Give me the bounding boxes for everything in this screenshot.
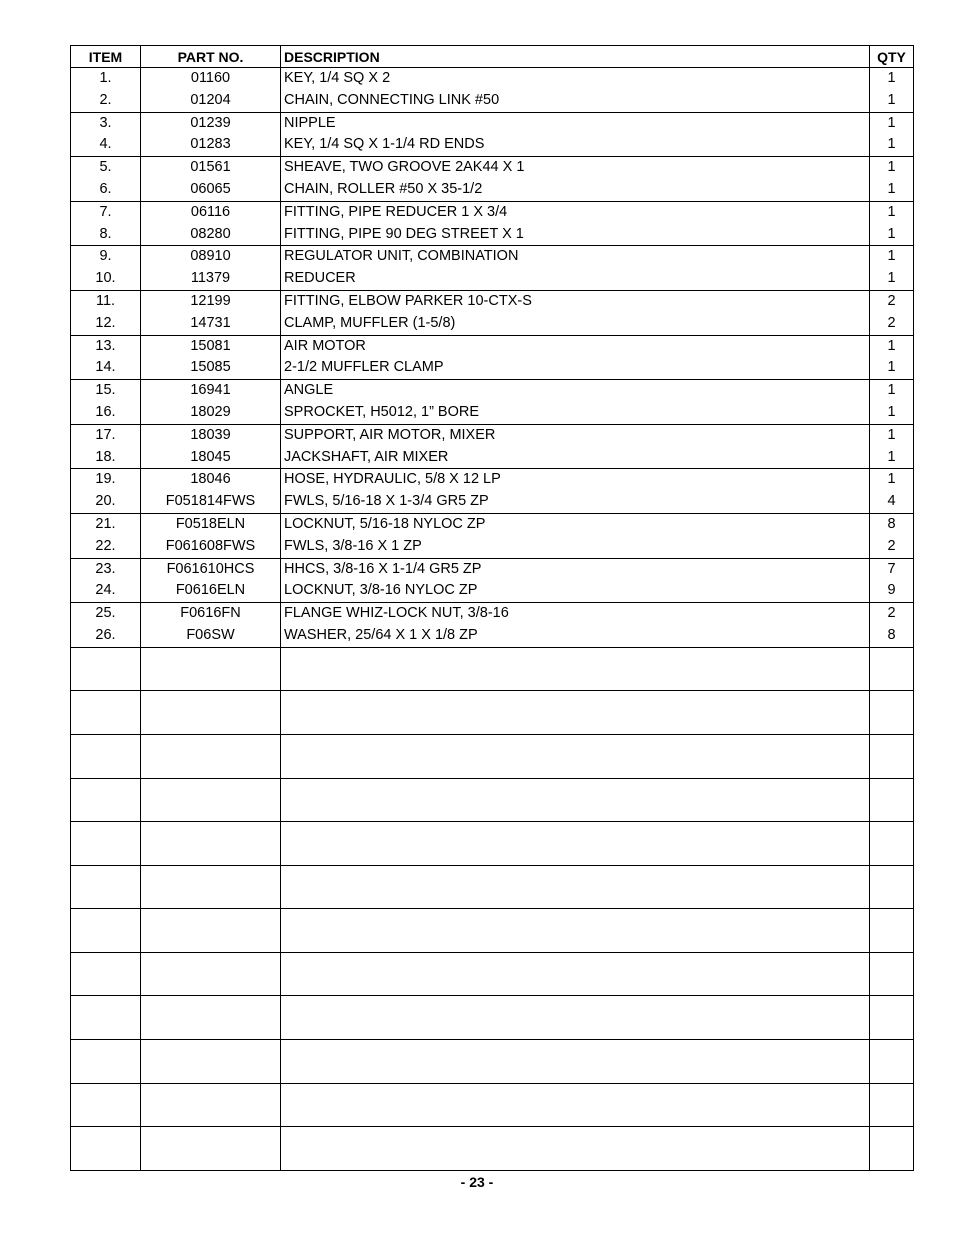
description-cell: FITTING, ELBOW PARKER 10-CTX-S — [281, 290, 870, 312]
empty-table-row — [71, 778, 914, 822]
description-cell — [281, 1083, 870, 1127]
table-body — [71, 68, 914, 1171]
part-no-cell — [141, 996, 281, 1040]
item-cell: 8. — [71, 224, 141, 246]
qty-cell: 8 — [870, 625, 914, 647]
qty-cell: 4 — [870, 491, 914, 513]
part-no-cell: 08280 — [141, 224, 281, 246]
item-cell — [71, 909, 141, 953]
description-cell: CHAIN, CONNECTING LINK #50 — [281, 90, 870, 112]
qty-cell: 1 — [870, 335, 914, 357]
table-row — [71, 290, 914, 312]
table-row — [71, 380, 914, 402]
part-no-cell: F051814FWS — [141, 491, 281, 513]
description-cell — [281, 691, 870, 735]
page-number: - 23 - — [460, 1174, 494, 1190]
table-row — [71, 201, 914, 223]
table-row — [71, 112, 914, 134]
part-no-cell — [141, 734, 281, 778]
empty-table-row — [71, 909, 914, 953]
qty-cell — [870, 996, 914, 1040]
item-cell — [71, 691, 141, 735]
description-cell — [281, 778, 870, 822]
header-item: ITEM — [71, 46, 141, 68]
qty-cell — [870, 778, 914, 822]
qty-cell: 1 — [870, 447, 914, 469]
empty-table-row — [71, 734, 914, 778]
part-no-cell — [141, 1083, 281, 1127]
qty-cell: 1 — [870, 112, 914, 134]
qty-cell — [870, 952, 914, 996]
item-cell: 20. — [71, 491, 141, 513]
qty-cell: 2 — [870, 536, 914, 558]
part-no-cell: 08910 — [141, 246, 281, 268]
empty-table-row — [71, 952, 914, 996]
table-row — [71, 357, 914, 379]
description-cell: FITTING, PIPE REDUCER 1 X 3/4 — [281, 201, 870, 223]
table-row — [71, 580, 914, 602]
table-row — [71, 469, 914, 491]
qty-cell: 1 — [870, 357, 914, 379]
header-description: DESCRIPTION — [281, 46, 870, 68]
item-cell — [71, 952, 141, 996]
description-cell: KEY, 1/4 SQ X 2 — [281, 68, 870, 90]
qty-cell: 1 — [870, 68, 914, 90]
part-no-cell — [141, 1127, 281, 1171]
description-cell: AIR MOTOR — [281, 335, 870, 357]
description-cell — [281, 996, 870, 1040]
qty-cell: 7 — [870, 558, 914, 580]
description-cell — [281, 1127, 870, 1171]
empty-table-row — [71, 996, 914, 1040]
part-no-cell: 06065 — [141, 179, 281, 201]
part-no-cell — [141, 822, 281, 866]
item-cell: 6. — [71, 179, 141, 201]
part-no-cell — [141, 1040, 281, 1084]
description-cell: SPROCKET, H5012, 1” BORE — [281, 402, 870, 424]
description-cell — [281, 909, 870, 953]
description-cell: NIPPLE — [281, 112, 870, 134]
table-row — [71, 134, 914, 156]
qty-cell — [870, 909, 914, 953]
part-no-cell: 15085 — [141, 357, 281, 379]
part-no-cell: 18046 — [141, 469, 281, 491]
qty-cell: 1 — [870, 402, 914, 424]
qty-cell — [870, 1040, 914, 1084]
qty-cell — [870, 1083, 914, 1127]
parts-table — [70, 45, 914, 1171]
description-cell: FITTING, PIPE 90 DEG STREET X 1 — [281, 224, 870, 246]
part-no-cell: 14731 — [141, 313, 281, 335]
table-row — [71, 224, 914, 246]
item-cell: 7. — [71, 201, 141, 223]
description-cell: LOCKNUT, 3/8-16 NYLOC ZP — [281, 580, 870, 602]
part-no-cell: F061610HCS — [141, 558, 281, 580]
part-no-cell — [141, 647, 281, 691]
qty-cell — [870, 734, 914, 778]
part-no-cell: 01160 — [141, 68, 281, 90]
description-cell — [281, 734, 870, 778]
table-row — [71, 603, 914, 625]
item-cell: 24. — [71, 580, 141, 602]
item-cell: 5. — [71, 157, 141, 179]
description-cell: WASHER, 25/64 X 1 X 1/8 ZP — [281, 625, 870, 647]
qty-cell: 1 — [870, 268, 914, 290]
header-qty: QTY — [870, 46, 914, 68]
qty-cell: 1 — [870, 157, 914, 179]
description-cell: SHEAVE, TWO GROOVE 2AK44 X 1 — [281, 157, 870, 179]
table-row — [71, 402, 914, 424]
qty-cell: 1 — [870, 134, 914, 156]
qty-cell: 2 — [870, 603, 914, 625]
item-cell: 10. — [71, 268, 141, 290]
qty-cell: 1 — [870, 246, 914, 268]
description-cell — [281, 822, 870, 866]
qty-cell: 1 — [870, 179, 914, 201]
qty-cell — [870, 691, 914, 735]
description-cell: LOCKNUT, 5/16-18 NYLOC ZP — [281, 513, 870, 535]
item-cell: 4. — [71, 134, 141, 156]
qty-cell: 2 — [870, 290, 914, 312]
description-cell — [281, 1040, 870, 1084]
part-no-cell: 18039 — [141, 424, 281, 446]
description-cell: 2-1/2 MUFFLER CLAMP — [281, 357, 870, 379]
item-cell: 3. — [71, 112, 141, 134]
item-cell: 15. — [71, 380, 141, 402]
item-cell — [71, 647, 141, 691]
qty-cell: 1 — [870, 380, 914, 402]
item-cell: 11. — [71, 290, 141, 312]
item-cell — [71, 822, 141, 866]
item-cell: 2. — [71, 90, 141, 112]
header-part-no: PART NO. — [141, 46, 281, 68]
part-no-cell: F0616ELN — [141, 580, 281, 602]
qty-cell — [870, 865, 914, 909]
item-cell — [71, 996, 141, 1040]
qty-cell — [870, 822, 914, 866]
item-cell — [71, 865, 141, 909]
item-cell: 26. — [71, 625, 141, 647]
description-cell: CHAIN, ROLLER #50 X 35-1/2 — [281, 179, 870, 201]
part-no-cell: 15081 — [141, 335, 281, 357]
item-cell: 21. — [71, 513, 141, 535]
description-cell — [281, 647, 870, 691]
part-no-cell — [141, 952, 281, 996]
qty-cell: 1 — [870, 201, 914, 223]
table-row — [71, 513, 914, 535]
item-cell: 23. — [71, 558, 141, 580]
description-cell: ANGLE — [281, 380, 870, 402]
item-cell: 16. — [71, 402, 141, 424]
qty-cell: 1 — [870, 224, 914, 246]
description-cell: KEY, 1/4 SQ X 1-1/4 RD ENDS — [281, 134, 870, 156]
table-row — [71, 424, 914, 446]
description-cell: FWLS, 3/8-16 X 1 ZP — [281, 536, 870, 558]
part-no-cell: 16941 — [141, 380, 281, 402]
part-no-cell: 18045 — [141, 447, 281, 469]
qty-cell — [870, 647, 914, 691]
item-cell — [71, 1083, 141, 1127]
table-row — [71, 313, 914, 335]
table-row — [71, 179, 914, 201]
part-no-cell: 01283 — [141, 134, 281, 156]
part-no-cell: 18029 — [141, 402, 281, 424]
qty-cell: 2 — [870, 313, 914, 335]
empty-table-row — [71, 647, 914, 691]
part-no-cell — [141, 865, 281, 909]
item-cell — [71, 1040, 141, 1084]
description-cell: FLANGE WHIZ-LOCK NUT, 3/8-16 — [281, 603, 870, 625]
item-cell: 9. — [71, 246, 141, 268]
part-no-cell: 12199 — [141, 290, 281, 312]
empty-table-row — [71, 822, 914, 866]
item-cell — [71, 734, 141, 778]
empty-table-row — [71, 1083, 914, 1127]
table-header — [71, 46, 914, 68]
qty-cell: 1 — [870, 90, 914, 112]
table-row — [71, 90, 914, 112]
description-cell: HOSE, HYDRAULIC, 5/8 X 12 LP — [281, 469, 870, 491]
table-row — [71, 625, 914, 647]
part-no-cell: 01239 — [141, 112, 281, 134]
qty-cell: 8 — [870, 513, 914, 535]
description-cell: CLAMP, MUFFLER (1-5/8) — [281, 313, 870, 335]
item-cell: 18. — [71, 447, 141, 469]
part-no-cell — [141, 909, 281, 953]
qty-cell: 9 — [870, 580, 914, 602]
part-no-cell — [141, 691, 281, 735]
table-row — [71, 536, 914, 558]
part-no-cell: 01204 — [141, 90, 281, 112]
item-cell: 13. — [71, 335, 141, 357]
table-row — [71, 558, 914, 580]
part-no-cell: F061608FWS — [141, 536, 281, 558]
table-row — [71, 491, 914, 513]
table-row — [71, 68, 914, 90]
item-cell: 14. — [71, 357, 141, 379]
qty-cell: 1 — [870, 424, 914, 446]
item-cell: 25. — [71, 603, 141, 625]
part-no-cell: F06SW — [141, 625, 281, 647]
table-row — [71, 447, 914, 469]
empty-table-row — [71, 691, 914, 735]
item-cell: 17. — [71, 424, 141, 446]
empty-table-row — [71, 1040, 914, 1084]
description-cell: REDUCER — [281, 268, 870, 290]
description-cell: HHCS, 3/8-16 X 1-1/4 GR5 ZP — [281, 558, 870, 580]
table-row — [71, 335, 914, 357]
part-no-cell — [141, 778, 281, 822]
part-no-cell: F0616FN — [141, 603, 281, 625]
table-row — [71, 157, 914, 179]
item-cell — [71, 1127, 141, 1171]
item-cell: 19. — [71, 469, 141, 491]
part-no-cell: 06116 — [141, 201, 281, 223]
description-cell: REGULATOR UNIT, COMBINATION — [281, 246, 870, 268]
description-cell: JACKSHAFT, AIR MIXER — [281, 447, 870, 469]
item-cell — [71, 778, 141, 822]
empty-table-row — [71, 1127, 914, 1171]
table-row — [71, 268, 914, 290]
part-no-cell: F0518ELN — [141, 513, 281, 535]
item-cell: 1. — [71, 68, 141, 90]
description-cell — [281, 952, 870, 996]
description-cell: SUPPORT, AIR MOTOR, MIXER — [281, 424, 870, 446]
item-cell: 12. — [71, 313, 141, 335]
qty-cell — [870, 1127, 914, 1171]
table-row — [71, 246, 914, 268]
description-cell — [281, 865, 870, 909]
part-no-cell: 11379 — [141, 268, 281, 290]
description-cell: FWLS, 5/16-18 X 1-3/4 GR5 ZP — [281, 491, 870, 513]
item-cell: 22. — [71, 536, 141, 558]
empty-table-row — [71, 865, 914, 909]
header-row — [71, 46, 914, 68]
part-no-cell: 01561 — [141, 157, 281, 179]
qty-cell: 1 — [870, 469, 914, 491]
